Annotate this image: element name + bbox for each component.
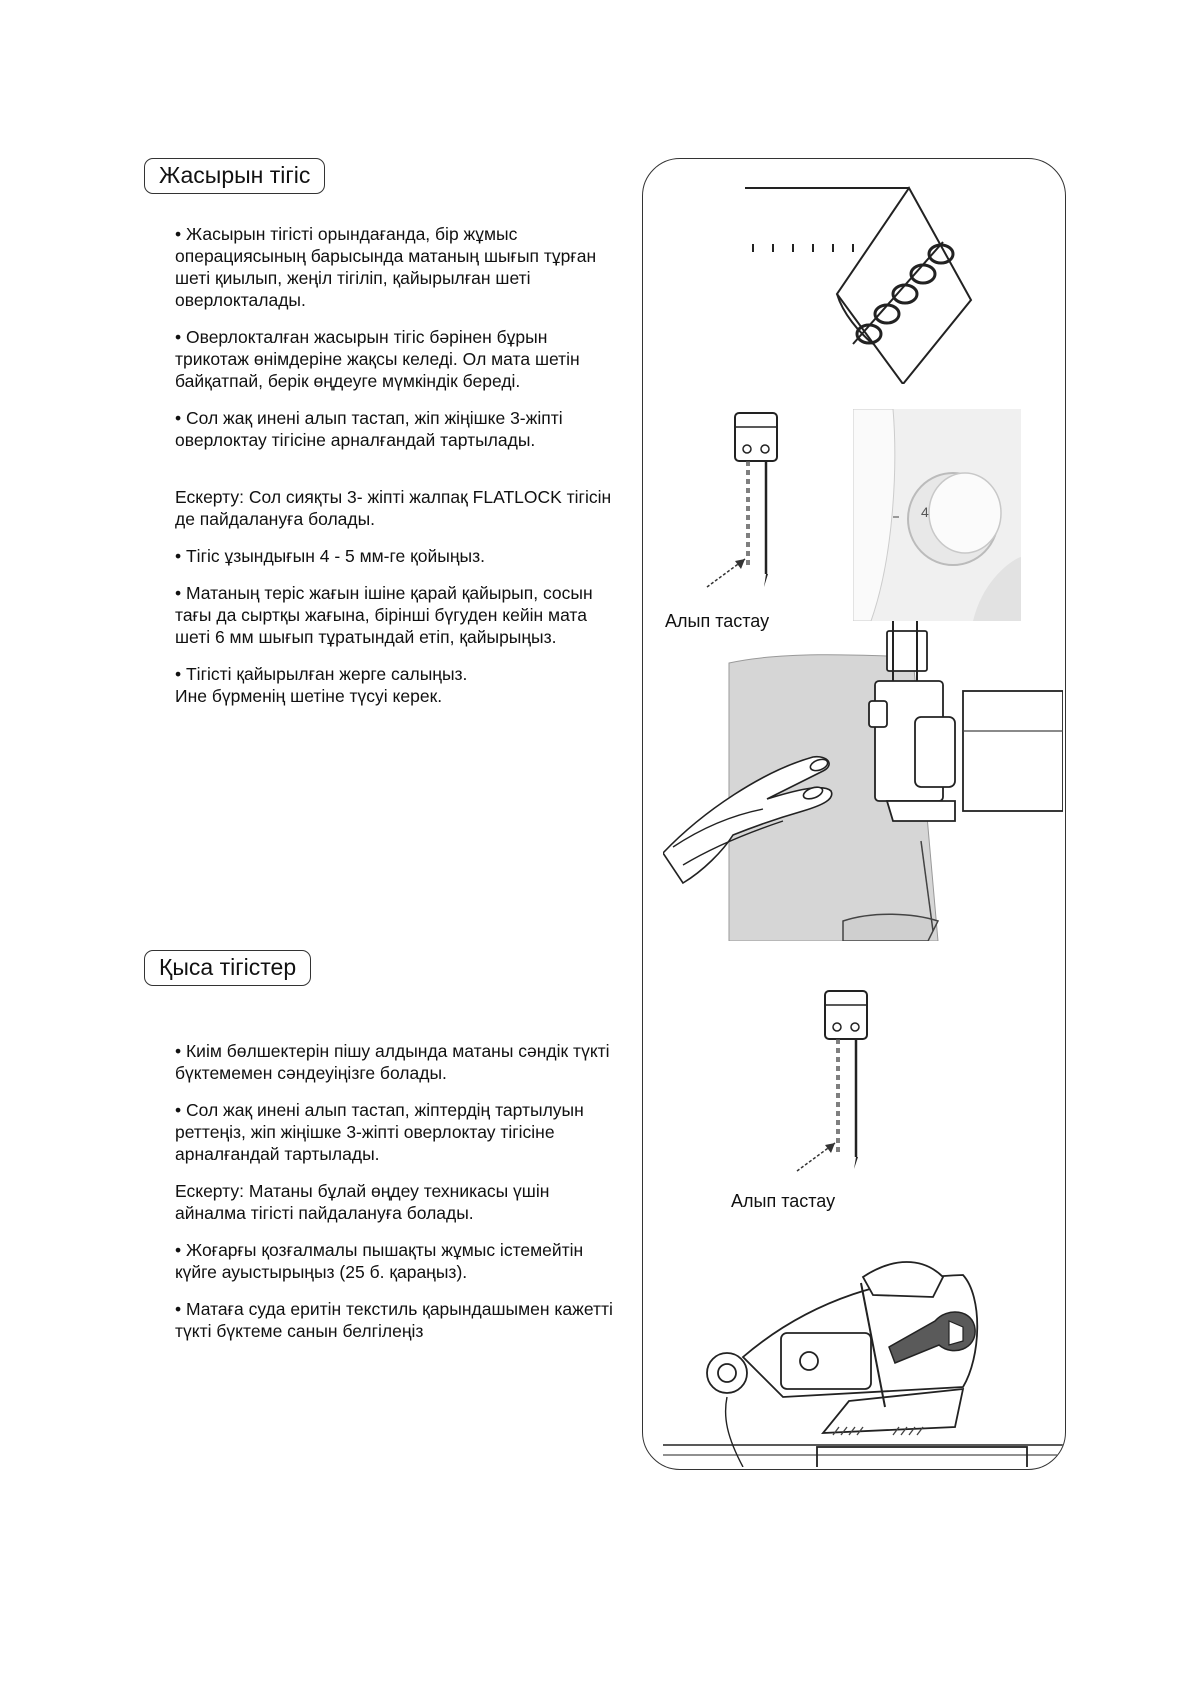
paragraph: • Жоғарғы қозғалмалы пышақты жұмыс істемейтін күйге ауыстырыңыз (25 б. қараңыз). bbox=[175, 1240, 584, 1282]
paragraph: • Матаға суда еритін текстиль қарындашымен кажетті түкті бүктеме санын белгілеңіз bbox=[175, 1299, 613, 1341]
paragraph: • Киім бөлшектерін пішу алдында матаны сәндік түкті бүктемемен сәндеуіңізге болады. bbox=[175, 1041, 610, 1083]
tension-dial-photo bbox=[853, 409, 1021, 621]
paragraph: • Тігіс ұзындығын 4 - 5 мм-ге қойыңыз. bbox=[175, 546, 485, 566]
remove-needle-caption-2: Алып тастау bbox=[731, 1191, 836, 1211]
paragraph: • Сол жақ инені алып тастап, жіптердің тартылуын реттеңіз, жіп жіңішке 3-жіпті оверлоктау тігісіне арналғандай тартылады. bbox=[175, 1100, 584, 1164]
needle-removal-illustration-2 bbox=[753, 987, 913, 1177]
paragraph: • Тігісті қайырылған жерге салыңыз. Ине бүрменің шетіне түсуі керек. bbox=[175, 664, 468, 706]
upper-knife-mechanism-illustration bbox=[663, 1237, 1065, 1467]
note-paragraph: Ескерту: Сол сияқты 3- жіпті жалпақ FLATLOCK тігісін де пайдалануға болады. bbox=[175, 487, 612, 529]
paragraph: • Сол жақ инені алып тастап, жіп жіңішке 3-жіпті оверлоктау тігісіне арналғандай тартылады. bbox=[175, 408, 563, 450]
paragraph: • Оверлокталған жасырын тігіс бәрінен бұрын трикотаж өнімдеріне жақсы келеді. Ол мата шетін байқатпай, берік өңдеуге мүмкіндік береді. bbox=[175, 327, 580, 391]
needle-removal-illustration-1 bbox=[663, 409, 823, 599]
illustration-panel bbox=[642, 158, 1066, 1470]
pintucks-text bbox=[175, 1040, 615, 1357]
blind-stitch-fabric-illustration bbox=[743, 184, 973, 384]
section-title-blind-stitch: Жасырын тігіс bbox=[144, 158, 325, 194]
remove-needle-caption-1: Алып тастау bbox=[665, 611, 770, 631]
paragraph: • Матаның теріс жағын ішіне қарай қайырып, сосын тағы да сыртқы жағына, бірінші бүгуден кейін мата шеті 6 мм шығып тұратындай етіп, қайырыңыз. bbox=[175, 583, 593, 647]
note-paragraph: Ескерту: Матаны бұлай өңдеу техникасы үшін айналма тігісті пайдалануға болады. bbox=[175, 1181, 550, 1223]
blind-stitch-text bbox=[175, 223, 615, 722]
section-title-pintucks: Қыса тігістер bbox=[144, 950, 311, 986]
dial-number: 4 bbox=[921, 504, 929, 520]
paragraph: • Жасырын тігісті орындағанда, бір жұмыс операциясының барысында матаның шығып тұрған шеті қиылып, жеңіл тігіліп, қайырылған шеті оверлокталады. bbox=[175, 224, 597, 310]
fabric-under-foot-illustration bbox=[663, 621, 1063, 941]
